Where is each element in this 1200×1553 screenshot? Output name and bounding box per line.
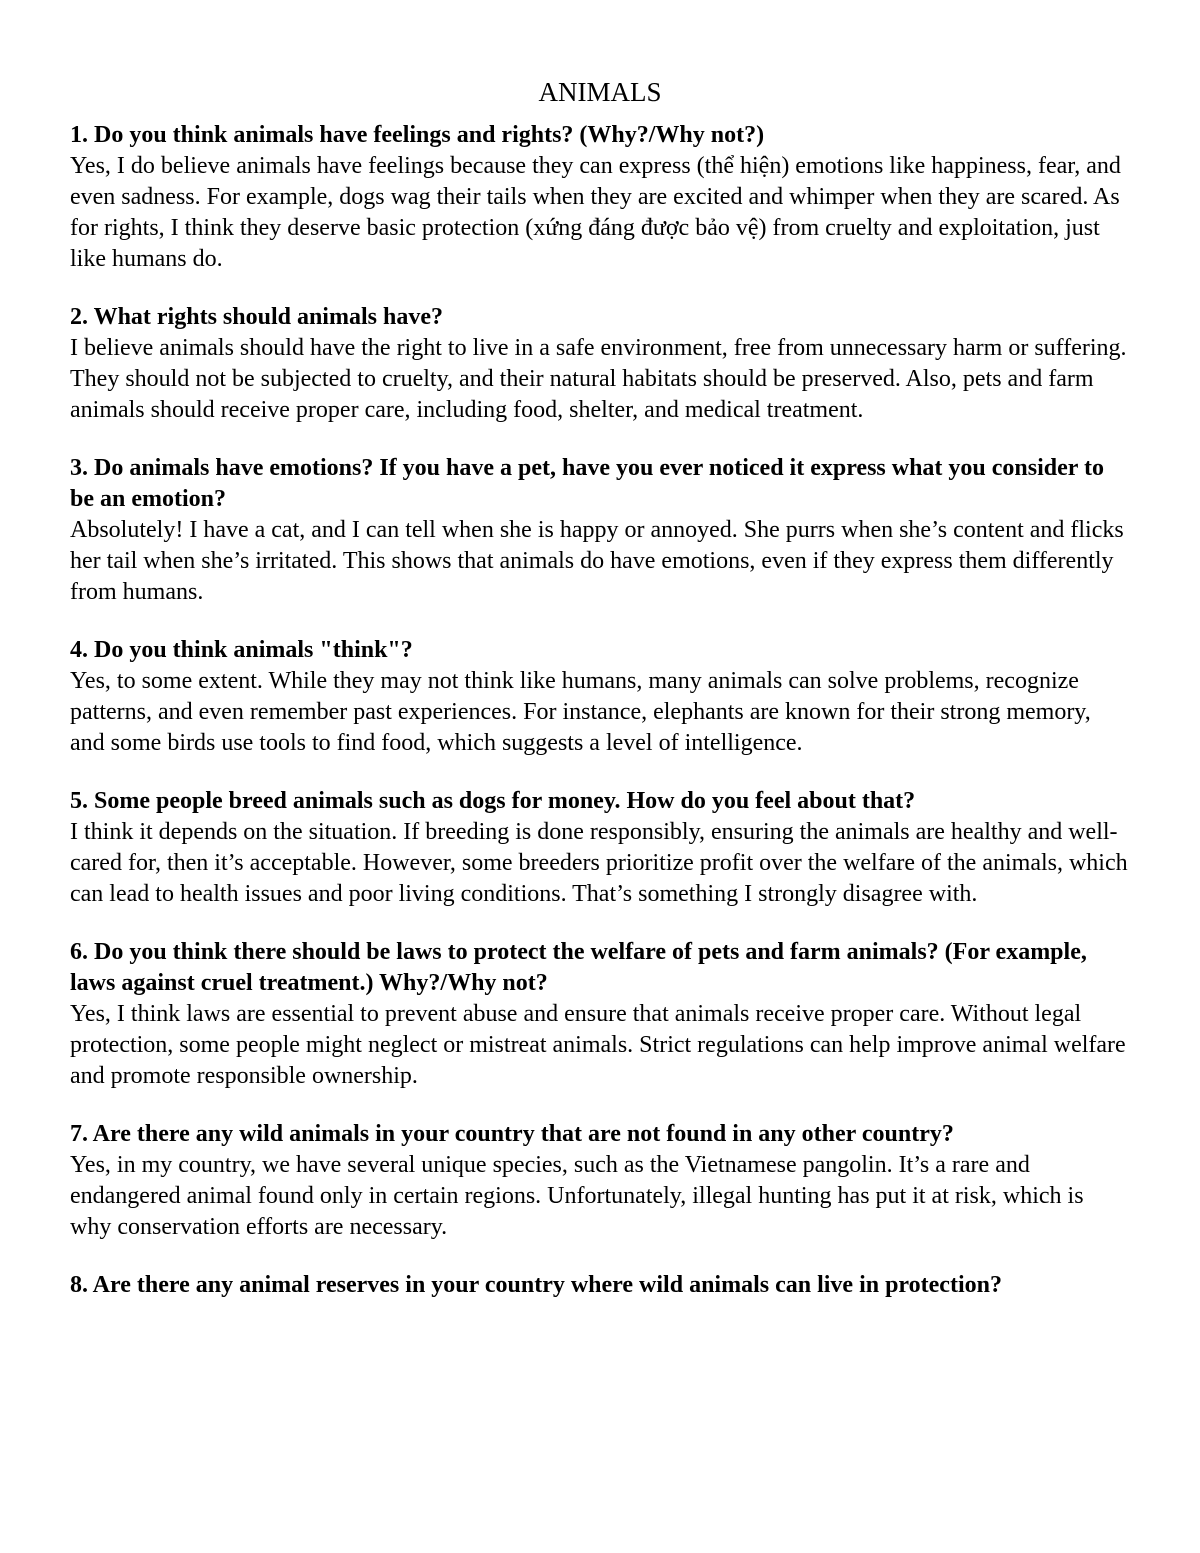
question-8: 8. Are there any animal reserves in your country where wild animals can live in protection? <box>70 1272 1002 1298</box>
question-7: 7. Are there any wild animals in your country that are not found in any other country? <box>70 1121 954 1147</box>
qa-item-5 <box>70 786 1130 910</box>
qa-item-4 <box>70 635 1130 759</box>
answer-6: Yes, I think laws are essential to prevent abuse and ensure that animals receive proper care. Without legal protection, some people might neglect or mistreat animals. Strict regulations can help improve animal welfare and promote responsible ownership. <box>70 1001 1126 1089</box>
question-5: 5. Some people breed animals such as dogs for money. How do you feel about that? <box>70 788 916 814</box>
answer-2: I believe animals should have the right to live in a safe environment, free from unnecessary harm or suffering. They should not be subjected to cruelty, and their natural habitats should be preserved. Also, pets and farm animals should receive proper care, including food, shelter, and medical treatment. <box>70 335 1127 423</box>
question-1: 1. Do you think animals have feelings and rights? (Why?/Why not?) <box>70 122 765 148</box>
document-title: ANIMALS <box>538 77 662 107</box>
question-4: 4. Do you think animals "think"? <box>70 637 413 663</box>
question-6: 6. Do you think there should be laws to protect the welfare of pets and farm animals? (For example, laws against cruel treatment.) Why?/Why not? <box>70 939 1087 996</box>
document-page <box>70 72 1130 1328</box>
qa-item-1 <box>70 120 1130 275</box>
qa-item-3 <box>70 453 1130 608</box>
qa-item-7 <box>70 1119 1130 1243</box>
qa-item-8 <box>70 1270 1130 1301</box>
answer-7: Yes, in my country, we have several unique species, such as the Vietnamese pangolin. It’s a rare and endangered animal found only in certain regions. Unfortunately, illegal hunting has put it at risk, which is why conservation efforts are necessary. <box>70 1152 1084 1240</box>
question-3: 3. Do animals have emotions? If you have a pet, have you ever noticed it express what you consider to be an emotion? <box>70 455 1104 512</box>
answer-1: Yes, I do believe animals have feelings because they can express (thể hiện) emotions like happiness, fear, and even sadness. For example, dogs wag their tails when they are excited and whimper when they are scared. As for rights, I think they deserve basic protection (xứng đáng được bảo vệ) from cruelty and exploitation, just like humans do. <box>70 153 1121 272</box>
answer-5: I think it depends on the situation. If breeding is done responsibly, ensuring the animals are healthy and well-cared for, then it’s acceptable. However, some breeders prioritize profit over the welfare of the animals, which can lead to health issues and poor living conditions. That’s something I strongly disagree with. <box>70 819 1128 907</box>
question-2: 2. What rights should animals have? <box>70 304 443 330</box>
answer-4: Yes, to some extent. While they may not think like humans, many animals can solve problems, recognize patterns, and even remember past experiences. For instance, elephants are known for their strong memory, and some birds use tools to find food, which suggests a level of intelligence. <box>70 668 1091 756</box>
qa-item-6 <box>70 937 1130 1092</box>
qa-item-2 <box>70 302 1130 426</box>
answer-3: Absolutely! I have a cat, and I can tell when she is happy or annoyed. She purrs when she’s content and flicks her tail when she’s irritated. This shows that animals do have emotions, even if they express them differently from humans. <box>70 517 1124 605</box>
